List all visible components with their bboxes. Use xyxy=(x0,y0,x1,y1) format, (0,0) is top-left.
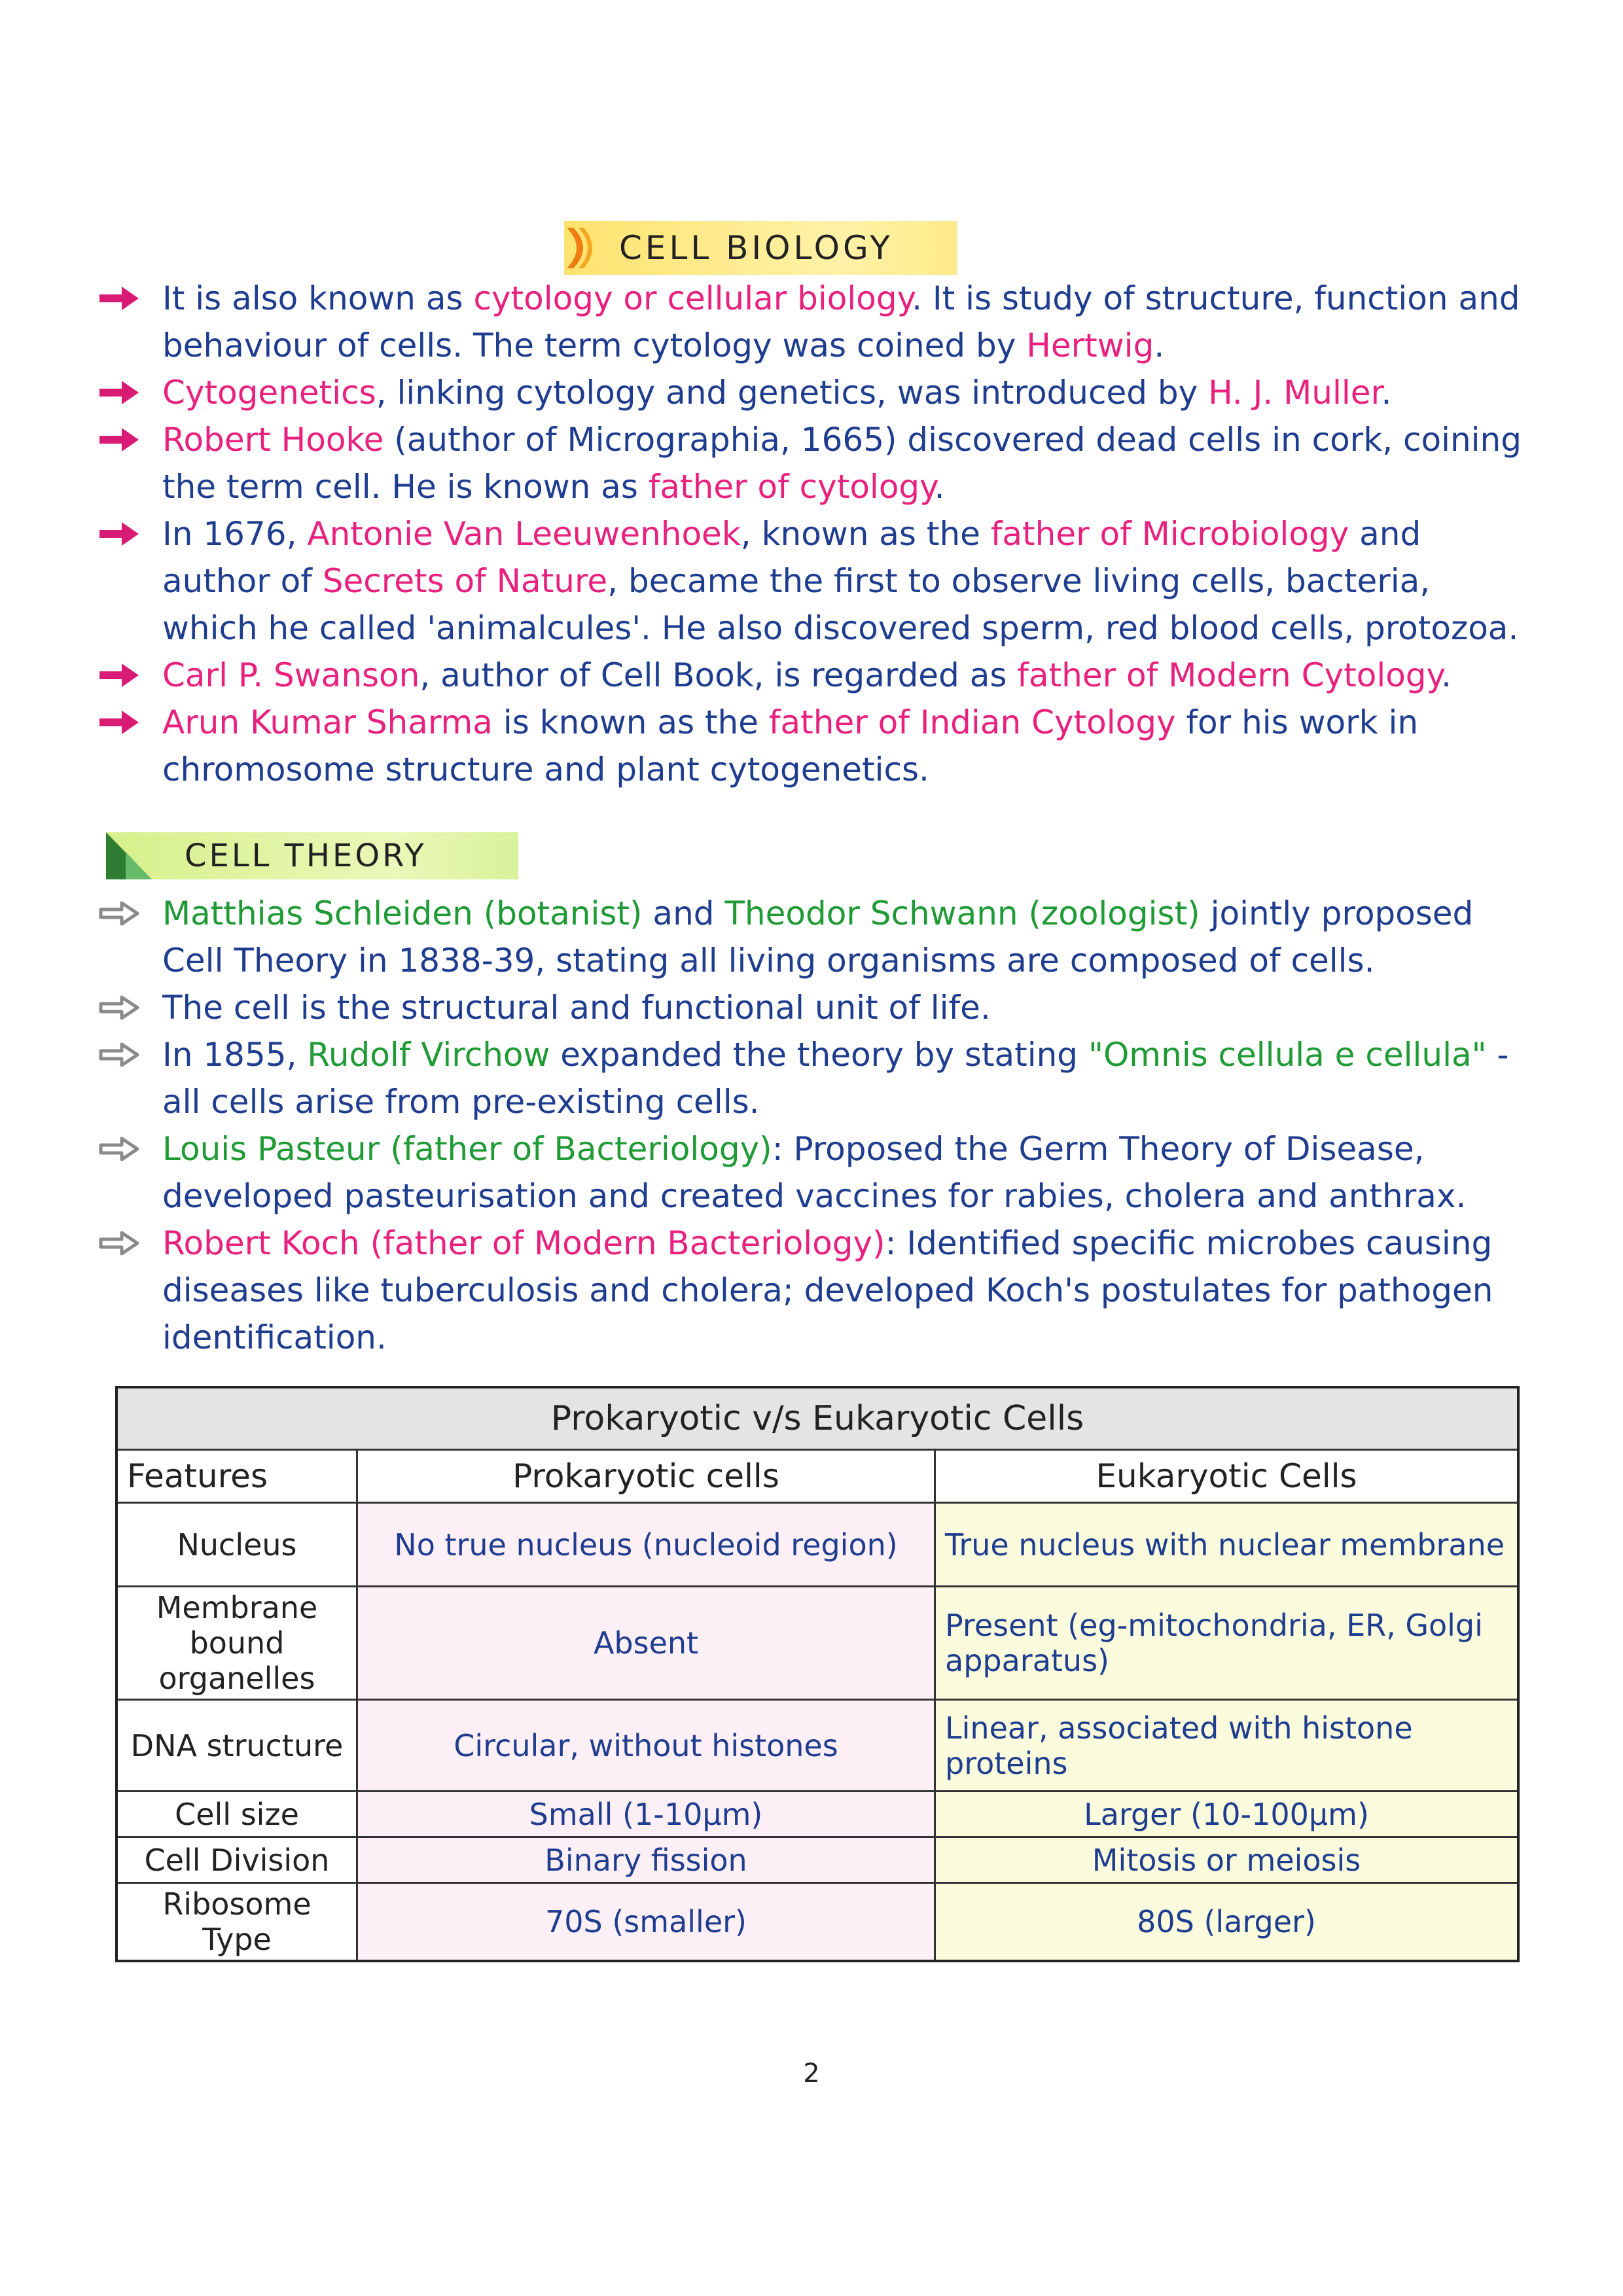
section-heading-cell-biology xyxy=(564,221,957,275)
bullet-point xyxy=(98,369,1531,416)
text-run: jointly proposed Cell Theory in 1838-39, stating all living organisms are composed of cells. xyxy=(162,894,1474,980)
bullet-text xyxy=(162,275,1531,369)
bullet-text xyxy=(162,1220,1531,1361)
grey-arrow-icon xyxy=(98,899,140,928)
prokaryotic-cell: Absent xyxy=(357,1587,935,1700)
bullet-point xyxy=(98,699,1531,793)
text-run: and xyxy=(642,894,725,932)
text-run: Louis Pasteur (father of Bacteriology) xyxy=(162,1130,772,1168)
bullet-text xyxy=(162,369,1531,416)
pink-arrow-icon xyxy=(98,378,140,407)
prokaryotic-cell: No true nucleus (nucleoid region) xyxy=(357,1503,935,1587)
section-heading-cell-theory xyxy=(106,832,518,879)
table-caption: Prokaryotic v/s Eukaryotic Cells xyxy=(116,1387,1518,1450)
section-title: CELL BIOLOGY xyxy=(619,229,893,267)
text-run: H. J. Muller xyxy=(1208,374,1382,412)
table-row xyxy=(116,1503,1518,1587)
pink-arrow-icon xyxy=(98,708,140,737)
text-run: , became the first to observe living cells, bacteria, which he called 'animalcules'. He also discovered sperm, red blood cells, protozoa. xyxy=(162,562,1519,647)
prokaryotic-cell: Binary fission xyxy=(357,1837,935,1883)
text-run: Carl P. Swanson xyxy=(162,656,420,694)
column-header: Features xyxy=(116,1450,357,1503)
eukaryotic-cell: Larger (10-100µm) xyxy=(935,1792,1519,1837)
text-run: Robert Koch (father of Modern Bacteriology) xyxy=(162,1224,885,1262)
text-run: . xyxy=(1381,374,1392,412)
text-run: : Identified specific microbes causing diseases like tuberculosis and cholera; developed Koch's postulates for pathogen identification. xyxy=(162,1224,1493,1356)
bullet-text xyxy=(162,984,1531,1031)
text-run: . xyxy=(934,468,945,506)
text-run: "Omnis cellula e cellula" xyxy=(1088,1036,1487,1074)
text-run: , author of Cell Book, is regarded as xyxy=(419,656,1018,694)
text-run: Hertwig xyxy=(1026,327,1154,364)
bullet-point xyxy=(98,984,1531,1031)
grey-arrow-icon xyxy=(98,1135,140,1163)
text-run: Secrets of Nature xyxy=(322,562,608,600)
bullet-text xyxy=(162,699,1531,793)
bullet-point xyxy=(98,1125,1531,1220)
table-row xyxy=(116,1700,1518,1792)
text-run: . xyxy=(1154,327,1165,364)
text-run: father of Modern Cytology xyxy=(1017,656,1442,694)
text-run: , linking cytology and genetics, was introduced by xyxy=(376,374,1209,412)
feature-cell: Cell size xyxy=(116,1792,357,1837)
table-row xyxy=(116,1883,1518,1962)
text-run: is known as the xyxy=(492,703,769,741)
bullet-text xyxy=(162,652,1531,699)
eukaryotic-cell: 80S (larger) xyxy=(935,1883,1519,1962)
bullet-text xyxy=(162,1031,1531,1125)
bullet-text xyxy=(162,890,1531,984)
text-run: father of cytology xyxy=(648,468,935,506)
feature-cell: Membrane bound organelles xyxy=(116,1587,357,1700)
grey-arrow-icon xyxy=(98,993,140,1022)
table-row xyxy=(116,1792,1518,1837)
cell-theory-points xyxy=(98,890,1531,1361)
prokaryotic-cell: Small (1-10µm) xyxy=(357,1792,935,1837)
text-run: - all cells arise from pre-existing cells. xyxy=(162,1036,1509,1121)
bullet-point xyxy=(98,416,1531,510)
text-run: Arun Kumar Sharma xyxy=(162,703,493,741)
table-row xyxy=(116,1837,1518,1883)
text-run: father of Indian Cytology xyxy=(768,703,1176,741)
text-run: . It is study of structure, function and behaviour of cells. The term cytology was coined by xyxy=(162,279,1520,364)
text-run: : Proposed the Germ Theory of Disease, developed pasteurisation and created vaccines for rabies, cholera and anthrax. xyxy=(162,1130,1467,1215)
bullet-text xyxy=(162,416,1531,510)
pink-arrow-icon xyxy=(98,284,140,313)
text-run: In 1855, xyxy=(162,1036,308,1074)
text-run: Matthias Schleiden (botanist) xyxy=(162,894,643,932)
text-run: It is also known as xyxy=(162,279,474,317)
eukaryotic-cell: Linear, associated with histone proteins xyxy=(935,1700,1519,1792)
grey-arrow-icon xyxy=(98,1040,140,1069)
bullet-text xyxy=(162,510,1531,652)
feature-cell: Cell Division xyxy=(116,1837,357,1883)
feature-cell: DNA structure xyxy=(116,1700,357,1792)
bullet-point xyxy=(98,890,1531,984)
text-run: (author of Micrographia, 1665) discovered dead cells in cork, coining the term cell. He is known as xyxy=(162,421,1522,506)
bullet-point xyxy=(98,1220,1531,1361)
pink-arrow-icon xyxy=(98,425,140,454)
page-number: 2 xyxy=(803,2058,820,2089)
eukaryotic-cell: Present (eg-mitochondria, ER, Golgi apparatus) xyxy=(935,1587,1519,1700)
orange-bracket-icon xyxy=(564,221,603,275)
text-run: Rudolf Virchow xyxy=(307,1036,550,1074)
table-header-row xyxy=(116,1450,1518,1503)
text-run: and author of xyxy=(162,515,1421,600)
feature-cell: Ribosome Type xyxy=(116,1883,357,1962)
feature-cell: Nucleus xyxy=(116,1503,357,1587)
text-run: The cell is the structural and functional unit of life. xyxy=(162,989,991,1027)
prokaryotic-cell: 70S (smaller) xyxy=(357,1883,935,1962)
cell-biology-points xyxy=(98,275,1531,793)
eukaryotic-cell: Mitosis or meiosis xyxy=(935,1837,1519,1883)
text-run: Cytogenetics xyxy=(162,374,376,412)
text-run: Robert Hooke xyxy=(162,421,384,459)
grey-arrow-icon xyxy=(98,1229,140,1258)
text-run: father of Microbiology xyxy=(990,515,1349,553)
bullet-text xyxy=(162,1125,1531,1220)
text-run: for his work in chromosome structure and plant cytogenetics. xyxy=(162,703,1419,788)
section-title: CELL THEORY xyxy=(185,838,427,874)
comparison-table xyxy=(115,1386,1520,1962)
eukaryotic-cell: True nucleus with nuclear membrane xyxy=(935,1503,1519,1587)
bullet-point xyxy=(98,652,1531,699)
pink-arrow-icon xyxy=(98,661,140,690)
text-run: cytology or cellular biology xyxy=(473,279,912,317)
text-run: Antonie Van Leeuwenhoek xyxy=(307,515,741,553)
bullet-point xyxy=(98,510,1531,652)
pink-arrow-icon xyxy=(98,520,140,548)
prokaryotic-cell: Circular, without histones xyxy=(357,1700,935,1792)
bullet-point xyxy=(98,275,1531,369)
text-run: Theodor Schwann (zoologist) xyxy=(724,894,1200,932)
column-header: Prokaryotic cells xyxy=(357,1450,935,1503)
green-triangle-icon xyxy=(106,832,165,879)
column-header: Eukaryotic Cells xyxy=(935,1450,1519,1503)
text-run: . xyxy=(1441,656,1452,694)
table-row xyxy=(116,1587,1518,1700)
text-run: In 1676, xyxy=(162,515,308,553)
text-run: , known as the xyxy=(740,515,991,553)
text-run: expanded the theory by stating xyxy=(550,1036,1088,1074)
bullet-point xyxy=(98,1031,1531,1125)
